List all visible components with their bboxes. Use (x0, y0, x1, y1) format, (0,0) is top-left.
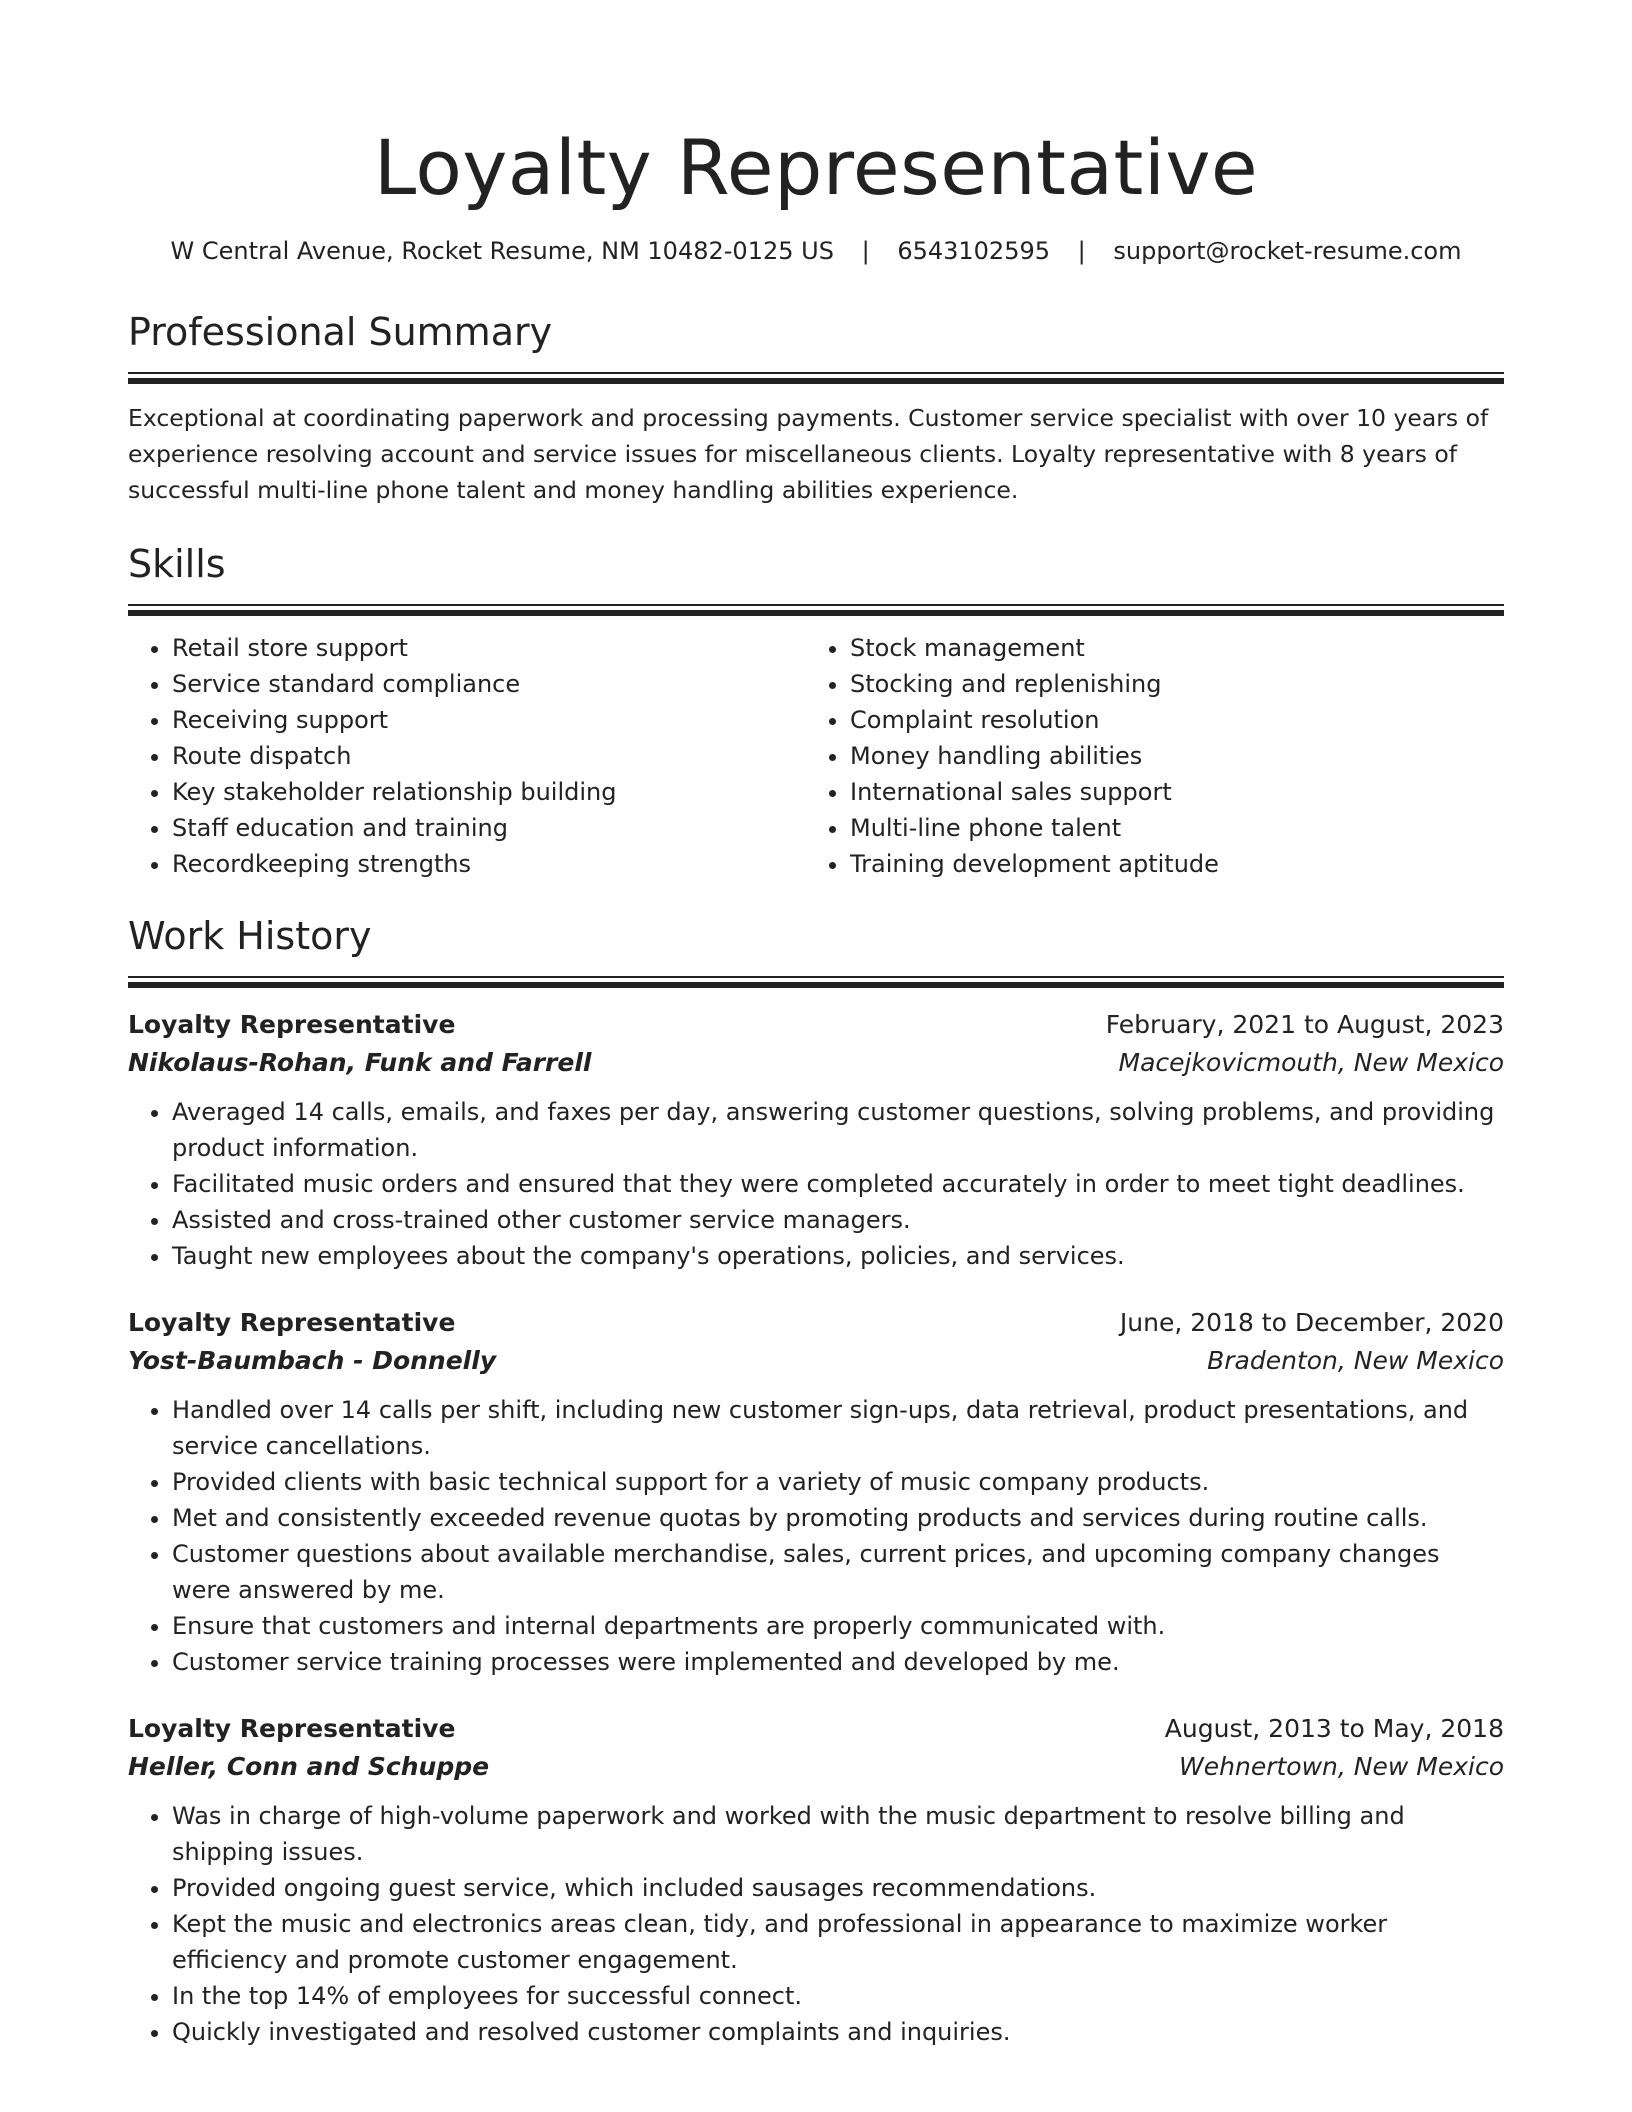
section-divider (128, 372, 1504, 384)
skill-item: • Receiving support (172, 702, 806, 738)
job-company: Heller, Conn and Schuppe (128, 1752, 490, 1781)
section-title-summary: Professional Summary (128, 310, 553, 354)
skill-item: • Training development aptitude (850, 846, 1484, 882)
job-subheader (128, 1342, 1504, 1380)
contact-phone: 6543102595 (897, 237, 1051, 265)
job-location: Bradenton, New Mexico (1207, 1346, 1504, 1375)
job-entry (128, 1006, 1504, 1274)
job-bullet: • Ensure that customers and internal departments are properly communicated with. (172, 1608, 1504, 1644)
job-bullet: • Taught new employees about the company's operations, policies, and services. (172, 1238, 1504, 1274)
skill-item: • Multi-line phone talent (850, 810, 1484, 846)
summary-text: Exceptional at coordinating paperwork and processing payments. Customer service specialist with over 10 years of experience resolving account and service issues for miscellaneous clients. Loyalty representative with 8 years of successful multi-line phone talent and money handling abilities experience. (128, 404, 1489, 504)
job-bullet: • Provided ongoing guest service, which included sausages recommendations. (172, 1870, 1504, 1906)
skills-list (128, 630, 1504, 882)
job-location: Macejkovicmouth, New Mexico (1118, 1048, 1504, 1077)
job-dates: February, 2021 to August, 2023 (1105, 1010, 1504, 1039)
job-bullet: • Customer questions about available merchandise, sales, current prices, and upcoming company changes were answered by me. (172, 1536, 1504, 1608)
job-bullet: • Was in charge of high-volume paperwork and worked with the music department to resolve billing and shipping issues. (172, 1798, 1504, 1870)
job-title: Loyalty Representative (128, 1010, 456, 1039)
job-entry (128, 1710, 1504, 2050)
contact-address: W Central Avenue, Rocket Resume, NM 10482-0125 US (170, 237, 834, 265)
resume-name: Loyalty Representative (373, 123, 1259, 212)
job-bullet: • Customer service training processes were implemented and developed by me. (172, 1644, 1504, 1680)
job-bullet: • Handled over 14 calls per shift, including new customer sign-ups, data retrieval, product presentations, and service cancellations. (172, 1392, 1504, 1464)
skill-item: • Key stakeholder relationship building (172, 774, 806, 810)
job-header (128, 1304, 1504, 1342)
section-divider (128, 976, 1504, 988)
contact-separator: | (861, 237, 870, 265)
job-dates: June, 2018 to December, 2020 (1119, 1308, 1504, 1337)
job-subheader (128, 1748, 1504, 1786)
section-title-skills: Skills (128, 542, 226, 586)
job-header (128, 1710, 1504, 1748)
skill-item: • International sales support (850, 774, 1484, 810)
skill-item: • Complaint resolution (850, 702, 1484, 738)
skills-column-left (128, 630, 806, 882)
job-subheader (128, 1044, 1504, 1082)
skill-item: • Retail store support (172, 630, 806, 666)
job-bullet: • Averaged 14 calls, emails, and faxes per day, answering customer questions, solving problems, and providing product information. (172, 1094, 1504, 1166)
skill-item: • Stock management (850, 630, 1484, 666)
skill-item: • Route dispatch (172, 738, 806, 774)
resume-page (128, 0, 1504, 2050)
skill-item: • Staff education and training (172, 810, 806, 846)
job-company: Yost-Baumbach - Donnelly (128, 1346, 497, 1375)
skill-item: • Recordkeeping strengths (172, 846, 806, 882)
contact-separator: | (1077, 237, 1086, 265)
section-divider (128, 604, 1504, 616)
job-title: Loyalty Representative (128, 1714, 456, 1743)
skills-column-right (806, 630, 1484, 882)
job-dates: August, 2013 to May, 2018 (1164, 1714, 1504, 1743)
job-entry (128, 1304, 1504, 1680)
job-bullet: • Facilitated music orders and ensured that they were completed accurately in order to meet tight deadlines. (172, 1166, 1504, 1202)
section-title-work-history: Work History (128, 914, 372, 958)
job-bullet: • Met and consistently exceeded revenue quotas by promoting products and services during routine calls. (172, 1500, 1504, 1536)
job-bullets (128, 1798, 1504, 2050)
job-bullets (128, 1094, 1504, 1274)
skill-item: • Stocking and replenishing (850, 666, 1484, 702)
job-bullet: • Assisted and cross-trained other customer service managers. (172, 1202, 1504, 1238)
job-location: Wehnertown, New Mexico (1179, 1752, 1504, 1781)
job-bullets (128, 1392, 1504, 1680)
job-title: Loyalty Representative (128, 1308, 456, 1337)
contact-line (128, 234, 1504, 268)
job-company: Nikolaus-Rohan, Funk and Farrell (128, 1048, 592, 1077)
job-header (128, 1006, 1504, 1044)
job-bullet: • Quickly investigated and resolved customer complaints and inquiries. (172, 2014, 1504, 2050)
job-bullet: • Provided clients with basic technical support for a variety of music company products. (172, 1464, 1504, 1500)
job-bullet: • Kept the music and electronics areas clean, tidy, and professional in appearance to maximize worker efficiency and promote customer engagement. (172, 1906, 1504, 1978)
contact-email: support@rocket-resume.com (1113, 237, 1462, 265)
skill-item: • Money handling abilities (850, 738, 1484, 774)
skill-item: • Service standard compliance (172, 666, 806, 702)
job-bullet: • In the top 14% of employees for successful connect. (172, 1978, 1504, 2014)
